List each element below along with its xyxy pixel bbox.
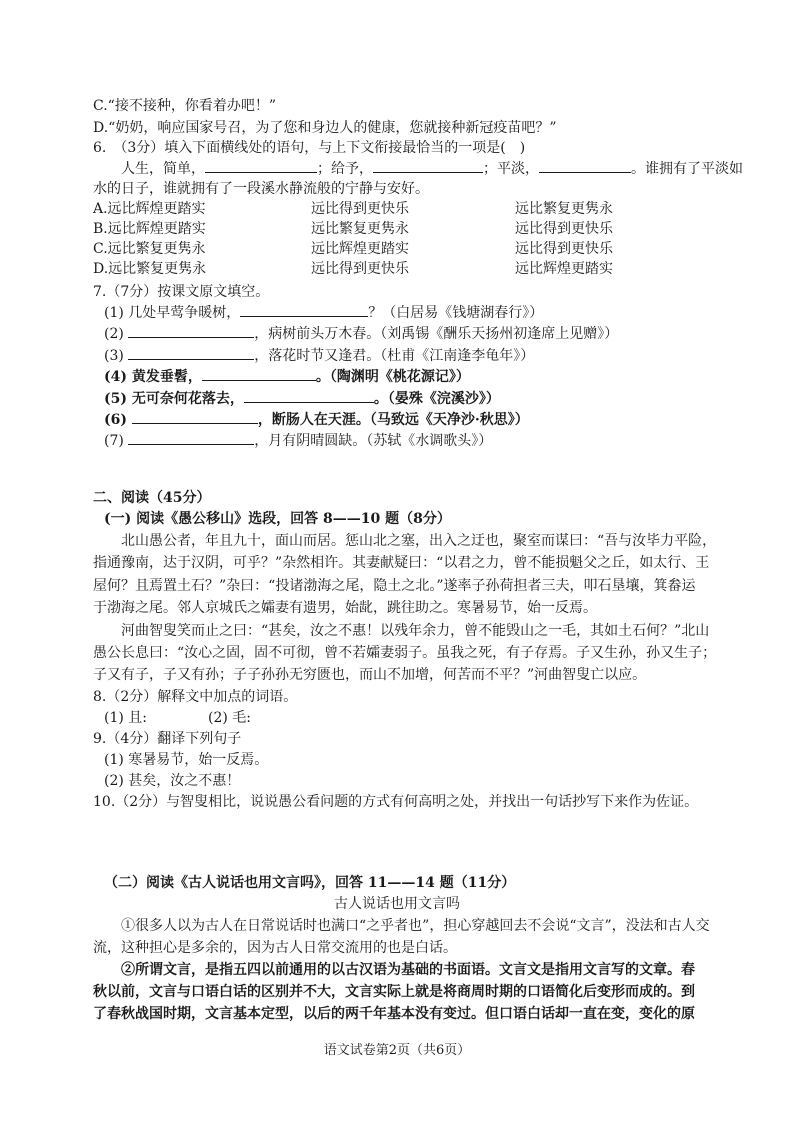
q7-item-5: (5) 无可奈何花落去， 。（晏殊《浣溪沙》） (104, 388, 500, 408)
answer-blank[interactable] (205, 158, 317, 173)
q8-item-2: (2) 毛: (208, 710, 251, 726)
passage-line: 指通豫南，达于汉阴，可乎？”杂然相许。其妻献疑曰：“以君之力，曾不能损魁父之丘，如太行、王 (93, 555, 710, 571)
q6-option-a3: 远比繁复更隽永 (515, 201, 613, 217)
passage-line: 于渤海之尾。邻人京城氏之孀妻有遗男，始龀，跳往助之。寒暑易节，始一反焉。 (93, 600, 597, 616)
q6-line1: 人生，简单， ；给予， ；平淡， 。谁拥有了平淡如 (121, 158, 743, 178)
q6-option-b2: 远比繁复更隽永 (311, 221, 409, 237)
q7-item-4: (4) 黄发垂髫， 。（陶渊明《桃花源记》） (104, 366, 470, 386)
q10-stem: 10.（2分）与智叟相比，说说愚公看问题的方式有何高明之处，并找出一句话抄写下来作为佐证。 (93, 794, 699, 810)
answer-blank[interactable] (244, 388, 374, 403)
part-1-heading: (一) 阅读《愚公移山》选段，回答 8——10 题（8分） (104, 511, 451, 527)
q6-option-d3: 远比辉煌更踏实 (515, 261, 613, 277)
q7-item-7: (7) ，月有阴晴圆缺。（苏轼《水调歌头》） (104, 430, 492, 450)
article-title: 古人说话也用文言吗 (334, 896, 460, 912)
passage-line: 愚公长息曰：“汝心之固，固不可彻，曾不若孀妻弱子。虽我之死，有子存焉。子又生孙，孙又生子； (93, 645, 717, 661)
q9-item-1: (1) 寒暑易节，始一反焉。 (104, 752, 269, 768)
passage-line: 屋何？且焉置土石？”杂曰：“投诸渤海之尾，隐土之北。”遂率子孙荷担者三夫，叩石垦壤，箕畚运 (93, 578, 696, 594)
passage-line: 北山愚公者，年且九十，面山而居。惩山北之塞，出入之迂也，聚室而谋曰：“吾与汝毕力平险， (121, 533, 717, 549)
q6-option-a1[interactable]: A.远比辉煌更踏实 (93, 201, 206, 217)
q6-option-c3: 远比得到更快乐 (515, 241, 613, 257)
q7-item-3: (3) ，落花时节又逢君。（杜甫《江南逢李龟年》） (104, 345, 534, 365)
q6-stem: 6. （3分）填入下面横线处的语句，与上下文衔接最恰当的一项是( ) (93, 140, 526, 156)
part-2-heading: （二）阅读《古人说话也用文言吗》，回答 11——14 题（11分） (104, 875, 516, 891)
answer-blank[interactable] (373, 158, 483, 173)
article-line: 秋以前，文言与口语白话的区别并不大，文言实际上就是将商周时期的口语简化后变形而成的。到 (93, 984, 695, 1000)
q9-stem: 9.（4分）翻译下列句子 (93, 731, 242, 747)
q6-option-b1[interactable]: B.远比辉煌更踏实 (93, 221, 206, 237)
answer-blank[interactable] (539, 158, 631, 173)
q7-stem: 7.（7分）按课文原文填空。 (93, 284, 270, 300)
article-line: 了春秋战国时期，文言基本定型，以后的两千年基本没有变过。但口语白话却一直在变，变化的原 (93, 1006, 695, 1022)
article-line: 流，这种担心是多余的，因为古人日常交流用的也是白话。 (93, 940, 457, 956)
q6-option-b3: 远比得到更快乐 (515, 221, 613, 237)
article-line: ②所谓文言，是指五四以前通用的以古汉语为基础的书面语。文言文是指用文言写的文章。春 (121, 962, 695, 978)
q8-item-1: (1) 且: (104, 710, 147, 726)
q9-item-2: (2) 甚矣，汝之不惠！ (104, 773, 241, 789)
page-footer: 语文试卷第2页（共6页） (323, 1043, 471, 1058)
q5-option-c: C.“接不接种，你看着办吧！” (93, 98, 276, 114)
answer-blank[interactable] (202, 366, 316, 381)
q6-option-a2: 远比得到更快乐 (311, 201, 409, 217)
q6-option-d1[interactable]: D.远比繁复更隽永 (93, 261, 207, 277)
q8-stem: 8.（2分）解释文中加点的词语。 (93, 689, 298, 705)
answer-blank[interactable] (128, 345, 254, 360)
answer-blank[interactable] (128, 430, 254, 445)
answer-blank[interactable] (128, 323, 254, 338)
q6-option-c2: 远比辉煌更踏实 (311, 241, 409, 257)
answer-blank[interactable] (132, 409, 258, 424)
answer-blank[interactable] (240, 302, 368, 317)
q6-option-d2: 远比得到更快乐 (311, 261, 409, 277)
q7-item-6: (6) ，断肠人在天涯。（马致远《天净沙·秋思》） (104, 409, 529, 429)
section-2-heading: 二、阅读（45分） (93, 490, 211, 506)
q6-line2: 水的日子，谁就拥有了一段溪水静流般的宁静与安好。 (93, 181, 429, 197)
q6-option-c1[interactable]: C.远比繁复更隽永 (93, 241, 206, 257)
q7-item-1: (1) 几处早莺争暖树， ？（白居易《钱塘湖春行》） (104, 302, 543, 322)
q7-item-2: (2) ，病树前头万木春。（刘禹锡《酬乐天扬州初逢席上见赠》） (104, 323, 618, 343)
q5-option-d: D.“奶奶，响应国家号召，为了您和身边人的健康，您就接种新冠疫苗吧？” (93, 120, 557, 136)
passage-line: 河曲智叟笑而止之曰：“甚矣，汝之不惠！以残年余力，曾不能毁山之一毛，其如土石何？”北山 (121, 623, 710, 639)
passage-line: 子又有子，子又有孙；子子孙孙无穷匮也，而山不加增，何苦而不平？”河曲智叟亡以应。 (93, 667, 647, 683)
article-line: ①很多人以为古人在日常说话时也满口“之乎者也”，担心穿越回去不会说“文言”，没法和古人交 (121, 918, 710, 934)
